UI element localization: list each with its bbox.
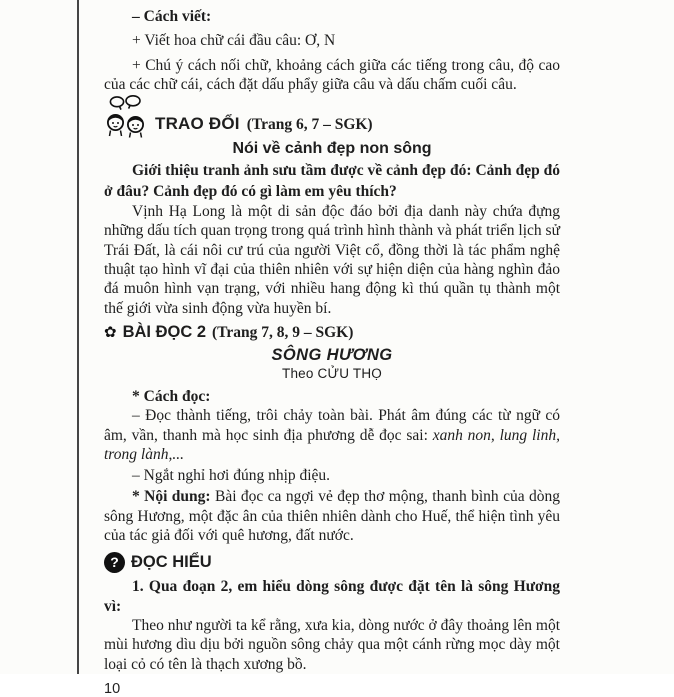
cach-doc-item-1 — [104, 406, 560, 464]
page-number: 10 — [104, 680, 121, 697]
doc-hieu-header — [104, 551, 560, 574]
noi-dung-paragraph — [104, 487, 560, 545]
bai-doc-2-header — [104, 322, 560, 343]
cach-doc-item-2: – Ngắt nghỉ hơi đúng nhịp điệu. — [132, 467, 331, 485]
noi-dung-label: * Nội dung: — [132, 488, 211, 506]
trao-doi-header — [104, 95, 560, 139]
cach-doc-item-1-examples: xanh non, lung linh, trong lành,... — [104, 426, 560, 463]
doc-hieu-title: ĐỌC HIỂU — [131, 553, 212, 572]
cach-viet-item-1: + Viết hoa chữ cái đầu câu: Ơ, N — [132, 32, 336, 50]
trao-doi-answer-paragraph: Vịnh Hạ Long là một di sản độc đáo bởi địa danh này chứa đựng những dấu tích quan trọng trong quá trình hình thành và phát triển lịch sử Trái Đất, là cái nôi cư trú của người Việt cổ, đồng thời là tác phẩm nghệ thuật tạo hình vĩ đại của thiên nhiên với sự hiện diện của hàng nghìn đảo đá muôn hình vạn trạng, với nhiều hang động kì thú quần tụ thành một thế giới vừa sinh động vừa huyền bí. — [104, 203, 560, 317]
children-talking-icon — [104, 95, 148, 139]
trao-doi-prompt: Giới thiệu tranh ảnh sưu tầm được về cảnh đẹp đó: Cảnh đẹp đó ở đâu? Cảnh đẹp đó có gì làm em yêu thích? — [104, 162, 560, 200]
doc-hieu-answer-1: Theo như người ta kể rằng, xưa kia, dòng nước ở đây thoảng lên một mùi hương dìu dịu bởi nguồn sông chảy qua một cánh rừng mọc dày một loại cỏ có tên là thạch xương bồ. — [104, 616, 560, 673]
cach-doc-heading: * Cách đọc: — [132, 387, 211, 405]
bai-doc-2-page-ref: (Trang 7, 8, 9 – SGK) — [212, 323, 354, 341]
cach-viet-item-2: + Chú ý cách nối chữ, khoảng cách giữa các tiếng trong câu, độ cao của các chữ cái, cách đặt dấu phẩy giữa câu và dấu chấm cuối câu. — [104, 56, 560, 93]
trao-doi-subtitle: Nói về cảnh đẹp non sông — [232, 140, 432, 158]
reading-author: Theo CỬU THỌ — [282, 365, 382, 381]
reading-title: SÔNG HƯƠNG — [271, 345, 393, 364]
page-content — [104, 7, 560, 697]
flower-icon: ✿ — [104, 324, 117, 341]
margin-rule — [77, 0, 79, 674]
trao-doi-page-ref: (Trang 6, 7 – SGK) — [246, 116, 373, 134]
cach-viet-heading: – Cách viết: — [132, 8, 212, 25]
bai-doc-2-title: BÀI ĐỌC 2 — [122, 322, 207, 341]
question-mark-icon: ? — [104, 552, 125, 573]
doc-hieu-question-1: 1. Qua đoạn 2, em hiểu dòng sông được đặt tên là sông Hương vì: — [104, 578, 560, 615]
cach-doc-item-1-text: – Đọc thành tiếng, trôi chảy toàn bài. Phát âm đúng các từ ngữ có âm, vần, thanh mà học sinh địa phương dễ đọc sai: — [104, 407, 560, 444]
trao-doi-title: TRAO ĐỔI — [155, 114, 240, 134]
noi-dung-text: Bài đọc ca ngợi vẻ đẹp thơ mộng, thanh bình của dòng sông Hương, một đặc ân của thiên nhiên dành cho Huế, thể hiện tình yêu của tác giả đối với quê hương, đất nước. — [104, 488, 560, 545]
